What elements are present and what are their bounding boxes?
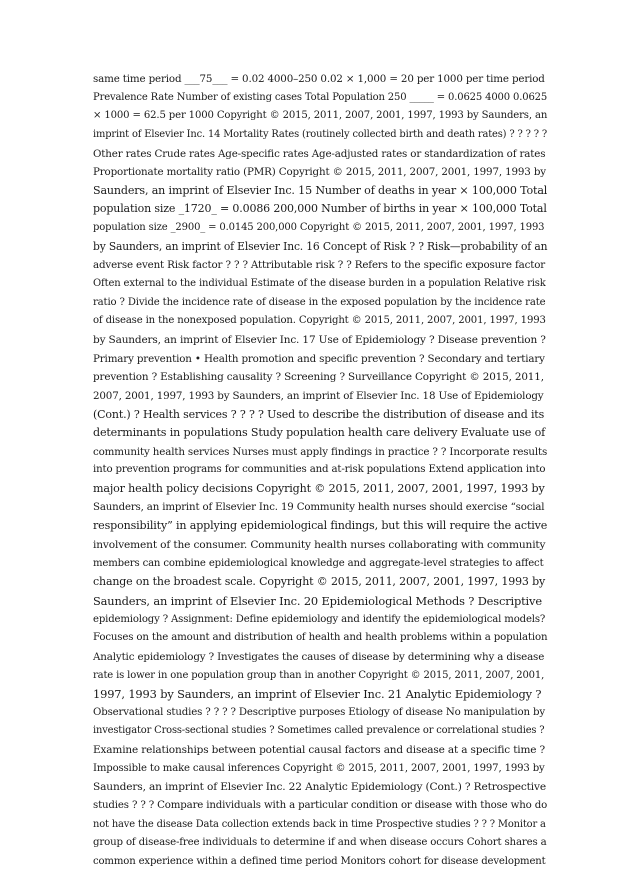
text-line: (Cont.) ? Health services ? ? ? ? Used to describe the distribution of disease and its: [93, 407, 545, 421]
text-line: Saunders, an imprint of Elsevier Inc. 20 Epidemiological Methods ? Descriptive: [93, 593, 542, 608]
text-line: members can combine epidemiological knowledge and aggregate-level strategies to affect: [93, 557, 544, 569]
text-line: group of disease-free individuals to determine if and when disease occurs Cohort shares a: [93, 837, 547, 849]
text-line: involvement of the consumer. Community health nurses collaborating with community: [93, 539, 546, 552]
text-line: Saunders, an imprint of Elsevier Inc. 22 Analytic Epidemiology (Cont.) ? Retrospective: [93, 781, 546, 794]
text-line: adverse event Risk factor ? ? ? Attributable risk ? ? Refers to the specific exposure factor: [93, 259, 546, 272]
text-line: prevention ? Establishing causality ? Screening ? Surveillance Copyright © 2015, 2011,: [93, 371, 544, 384]
text-line: × 1000 = 62.5 per 1000 Copyright © 2015, 2011, 2007, 2001, 1997, 1993 by Saunders, an: [93, 110, 548, 122]
text-line: Observational studies ? ? ? ? Descriptive purposes Etiology of disease No manipulation by: [93, 706, 545, 718]
text-line: Focuses on the amount and distribution of health and health problems within a population: [93, 632, 548, 644]
text-line: major health policy decisions Copyright © 2015, 2011, 2007, 2001, 1997, 1993 by: [93, 482, 545, 496]
text-line: Often external to the individual Estimate of the disease burden in a population Relative risk: [93, 278, 546, 290]
text-line: Prevalence Rate Number of existing cases Total Population 250 _____ = 0.0625 4000 0.0625: [93, 91, 548, 103]
text-line: not have the disease Data collection extends back in time Prospective studies ? ? ? Monitor a: [93, 818, 546, 830]
text-line: Saunders, an imprint of Elsevier Inc. 19 Community health nurses should exercise “social: [93, 501, 545, 513]
text-line: Impossible to make causal inferences Copyright © 2015, 2011, 2007, 2001, 1997, 1993 by: [93, 762, 545, 774]
text-line: Saunders, an imprint of Elsevier Inc. 15 Number of deaths in year × 100,000 Total: [93, 183, 548, 197]
text-line: by Saunders, an imprint of Elsevier Inc. 16 Concept of Risk ? ? Risk—probability of an: [93, 239, 548, 253]
body-text: [93, 70, 547, 872]
text-line: determinants in populations Study population health care delivery Evaluate use of: [93, 426, 546, 440]
text-line: change on the broadest scale. Copyright © 2015, 2011, 2007, 2001, 1997, 1993 by: [93, 575, 546, 589]
text-line: Examine relationships between potential causal factors and disease at a specific time ?: [93, 744, 546, 757]
text-line: 1997, 1993 by Saunders, an imprint of Elsevier Inc. 21 Analytic Epidemiology ?: [93, 687, 542, 702]
text-line: Proportionate mortality ratio (PMR) Copyright © 2015, 2011, 2007, 2001, 1997, 1993 by: [93, 166, 546, 179]
text-line: population size _1720_ = 0.0086 200,000 Number of births in year × 100,000 Total: [93, 202, 547, 216]
text-line: investigator Cross-sectional studies ? Sometimes called prevalence or correlational studies ?: [93, 725, 545, 737]
text-line: rate is lower in one population group than in another Copyright © 2015, 2011, 2007, 2001,: [93, 669, 545, 681]
text-line: same time period ___75___ = 0.02 4000–250 0.02 × 1,000 = 20 per 1000 per time period: [93, 73, 545, 85]
text-line: by Saunders, an imprint of Elsevier Inc. 17 Use of Epidemiology ? Disease prevention ?: [93, 333, 546, 346]
text-line: epidemiology ? Assignment: Define epidemiology and identify the epidemiological models?: [93, 613, 546, 625]
text-line: population size _2900_ = 0.0145 200,000 Copyright © 2015, 2011, 2007, 2001, 1997, 1993: [93, 222, 545, 234]
text-line: Primary prevention • Health promotion and specific prevention ? Secondary and tertiary: [93, 352, 545, 365]
text-line: 2007, 2001, 1997, 1993 by Saunders, an imprint of Elsevier Inc. 18 Use of Epidemiology: [93, 389, 544, 402]
text-line: into prevention programs for communities and at-risk populations Extend application into: [93, 464, 546, 476]
text-line: ratio ? Divide the incidence rate of disease in the exposed population by the incidence rate: [93, 296, 546, 308]
text-line: studies ? ? ? Compare individuals with a particular condition or disease with those who do: [93, 799, 548, 811]
text-line: responsibility” in applying epidemiological findings, but this will require the active: [93, 519, 548, 533]
text-line: common experience within a defined time period Monitors cohort for disease development: [93, 855, 546, 867]
text-line: of disease in the nonexposed population. Copyright © 2015, 2011, 2007, 2001, 1997, 1993: [93, 315, 546, 327]
text-line: Other rates Crude rates Age-specific rates Age-adjusted rates or standardization of rates: [93, 147, 546, 160]
text-line: Analytic epidemiology ? Investigates the causes of disease by determining why a disease: [93, 650, 545, 663]
text-line: community health services Nurses must apply findings in practice ? ? Incorporate results: [93, 445, 548, 458]
text-line: imprint of Elsevier Inc. 14 Mortality Rates (routinely collected birth and death rates) ? ? ? ? ?: [93, 128, 548, 140]
